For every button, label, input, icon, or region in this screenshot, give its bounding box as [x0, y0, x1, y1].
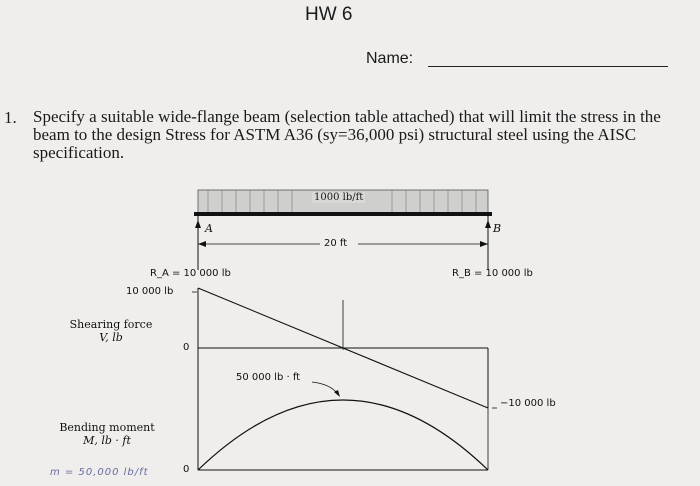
span-arrow-left	[198, 241, 206, 247]
load-label: 1000 lb/ft	[314, 192, 364, 203]
reaction-a-arrow	[195, 220, 201, 228]
moment-title-line2: M, lb · ft	[83, 434, 131, 447]
reaction-b-arrow	[485, 220, 491, 228]
span-label: 20 ft	[324, 238, 348, 249]
shear-title-line1: Shearing force	[69, 318, 153, 331]
problem-number: 1.	[4, 108, 17, 127]
span-arrow-right	[480, 241, 488, 247]
support-a-label: A	[205, 222, 213, 235]
shear-zero-label: 0	[183, 342, 190, 353]
shear-title-line2: V, lb	[99, 331, 123, 344]
shear-max-label: 10 000 lb	[126, 286, 174, 297]
moment-max-label: 50 000 lb · ft	[236, 372, 301, 383]
moment-curve	[198, 400, 488, 470]
name-label: Name:	[366, 50, 414, 67]
problem-text: Specify a suitable wide-flange beam (selection table attached) that will limit the stress in the beam to the design Stress for ASTM A36 (sy=36,000 psi) structural steel using the AISC specification.	[33, 107, 661, 162]
moment-title-line1: Bending moment	[59, 421, 155, 434]
moment-leader-line	[312, 382, 338, 394]
moment-zero-label: 0	[183, 464, 190, 475]
handwritten-note: m = 50,000 lb/ft	[50, 467, 149, 478]
support-b-label: B	[493, 222, 502, 235]
reaction-b-label: R_B = 10 000 lb	[452, 268, 533, 279]
beam	[194, 212, 492, 216]
reaction-a-label: R_A = 10 000 lb	[150, 268, 231, 279]
homework-title: HW 6	[305, 4, 353, 25]
shear-min-label: −10 000 lb	[500, 398, 556, 409]
